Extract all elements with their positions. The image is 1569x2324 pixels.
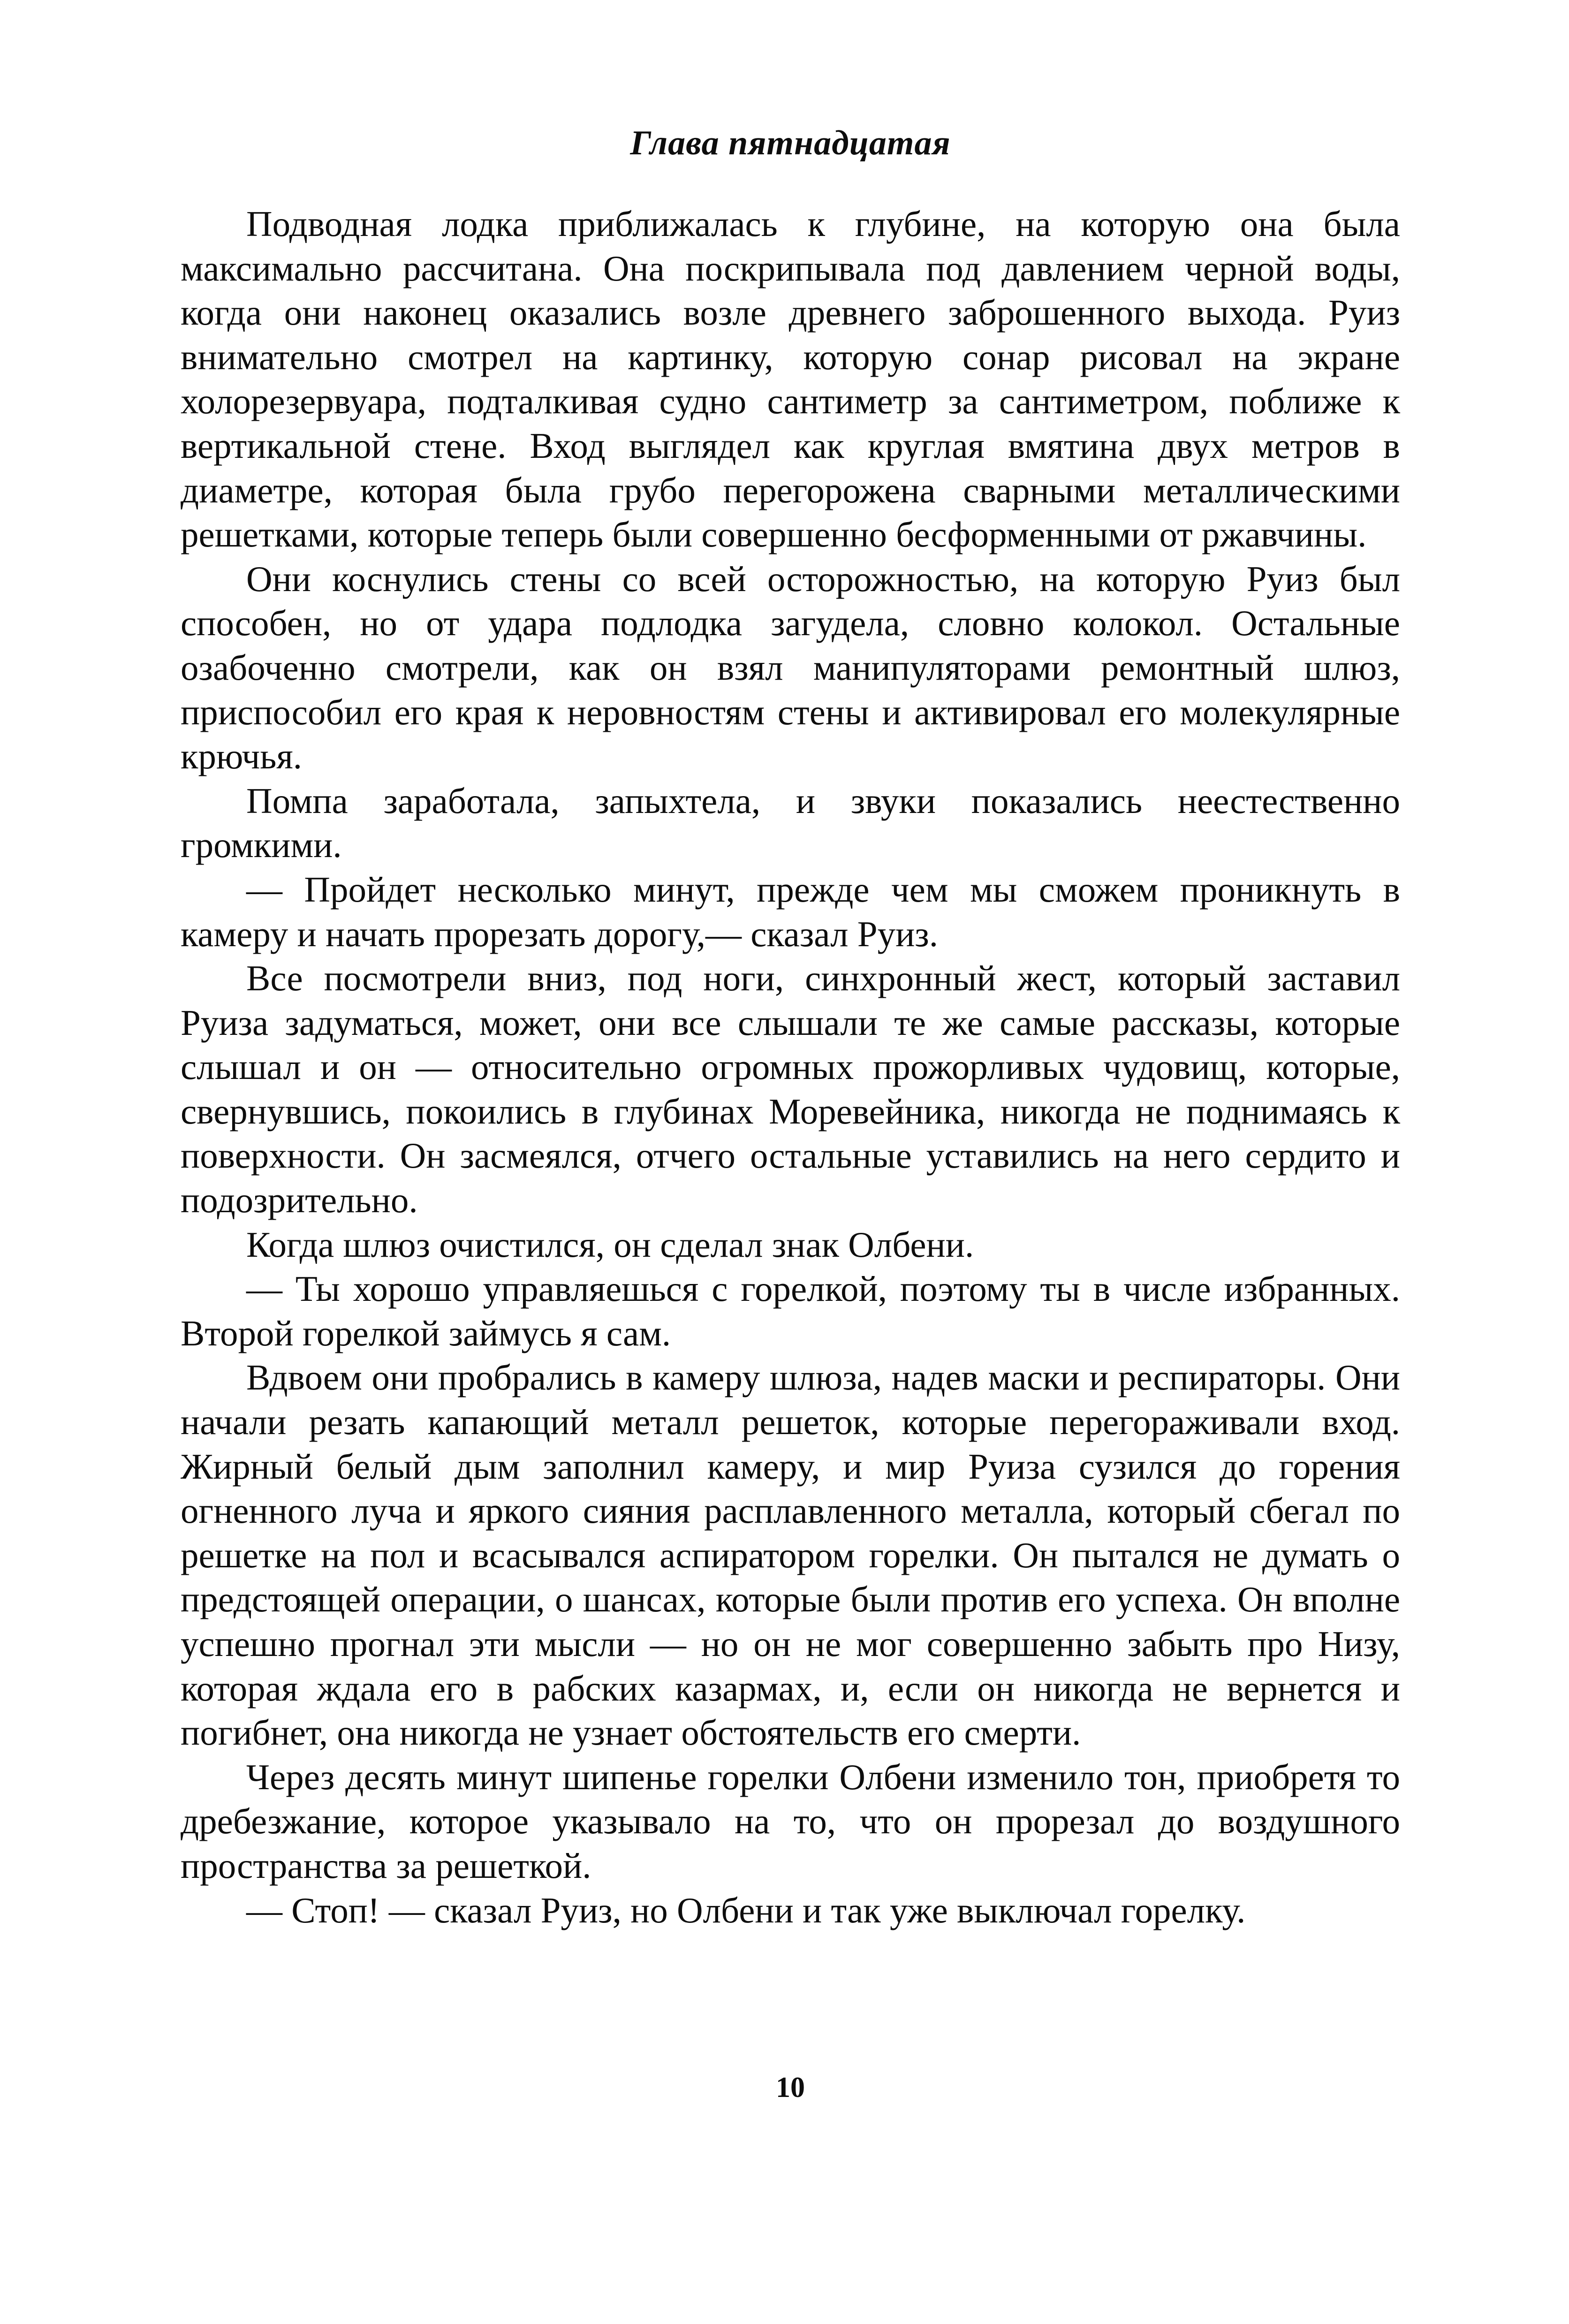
book-page [181, 117, 1400, 2247]
paragraph: Подводная лодка приближалась к глубине, на которую она была максимально рассчитана. Она поскрипывала под давлением черной воды, когда они наконец оказались возле древнего заброшенного выхода. Руиз внимательно смотрел на картинку, которую сонар рисовал на экране холорезервуара, подталкивая судно сантиметр за сантиметром, поближе к вертикальной стене. Вход выглядел как круглая вмятина двух метров в диаметре, которая была грубо перегорожена сварными металлическими решетками, которые теперь были совершенно бесформенными от ржавчины. [181, 204, 1400, 555]
paragraph: Через десять минут шипенье горелки Олбени изменило тон, приобретя то дребезжание, которое указывало на то, что он прорезал до воздушного пространства за решеткой. [181, 1756, 1400, 1886]
dialogue-paragraph: — Стоп! — сказал Руиз, но Олбени и так уже выключал горелку. [246, 1890, 1246, 1930]
paragraph: Все посмотрели вниз, под ноги, синхронный жест, который заставил Руиза задуматься, может, они все слышали те же самые рассказы, которые слышал и он — относительно огромных прожорливых чудовищ, которые, свернувшись, покоились в глубинах Моревейника, никогда не поднимаясь к поверхности. Он засмеялся, отчего остальные уставились на него сердито и подозрительно. [181, 958, 1400, 1221]
paragraph: Когда шлюз очистился, он сделал знак Олбени. [246, 1224, 974, 1265]
chapter-title: Глава пятнадцатая [630, 124, 951, 162]
page-number: 10 [776, 2072, 805, 2104]
dialogue-paragraph: — Ты хорошо управляешься с горелкой, поэтому ты в числе избранных. Второй горелкой займусь я сам. [181, 1268, 1400, 1353]
paragraph: Они коснулись стены со всей осторожностью, на которую Руиз был способен, но от удара подлодка загудела, словно колокол. Остальные озабоченно смотрели, как он взял манипуляторами ремонтный шлюз, приспособил его края к неровностям стены и активировал его молекулярные крючья. [181, 558, 1400, 777]
paragraph: Помпа заработала, запыхтела, и звуки показались неестественно громкими. [181, 780, 1400, 866]
body-text [181, 202, 1400, 1932]
dialogue-paragraph: — Пройдет несколько минут, прежде чем мы сможем проникнуть в камеру и начать прорезать дорогу,— сказал Руиз. [181, 869, 1400, 954]
paragraph: Вдвоем они пробрались в камеру шлюза, надев маски и респираторы. Они начали резать капающий металл решеток, которые перегораживали вход. Жирный белый дым заполнил камеру, и мир Руиза сузился до горения огненного луча и яркого сияния расплавленного металла, который сбегал по решетке на пол и всасывался аспиратором горелки. Он пытался не думать о предстоящей операции, о шансах, которые были против его успеха. Он вполне успешно прогнал эти мысли — но он не мог совершенно забыть про Низу, которая ждала его в рабских казармах, и, если он никогда не вернется и погибнет, она никогда не узнает обстоятельств его смерти. [181, 1357, 1400, 1753]
